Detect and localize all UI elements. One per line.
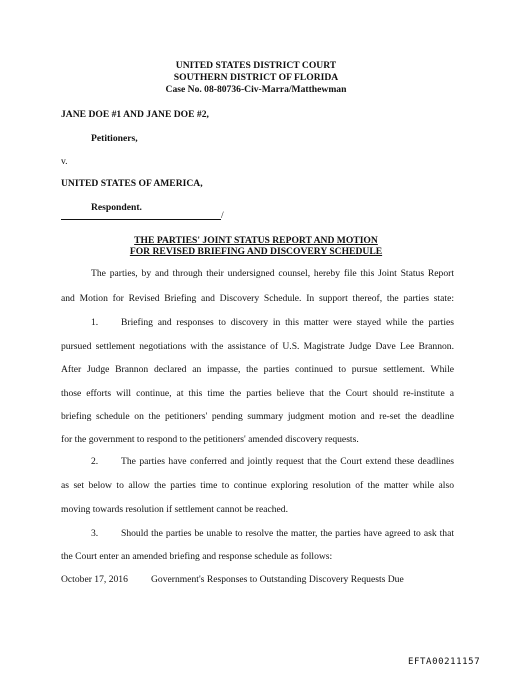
intro-line1: The parties, by and through their undersigned counsel, hereby file this Joint Status Report [91, 268, 454, 279]
para1-line6: for the government to respond to the petitioners' amended discovery requests. [61, 434, 359, 445]
schedule-date: October 17, 2016 [61, 574, 128, 585]
document-title-line2: FOR REVISED BRIEFING AND DISCOVERY SCHEDULE [129, 246, 383, 257]
case-number: Case No. 08-80736-Civ-Marra/Matthewman [165, 84, 347, 95]
para1-line2: pursued settlement negotiations with the assistance of U.S. Magistrate Judge Dave Lee Brannon. [61, 341, 454, 352]
para3-number: 3. [91, 528, 99, 539]
para2-line3: moving towards resolution if settlement cannot be reached. [61, 504, 288, 515]
district-name: SOUTHERN DISTRICT OF FLORIDA [173, 72, 339, 83]
para1-line1: Briefing and responses to discovery in this matter were stayed while the parties [121, 317, 454, 328]
para2-line1: The parties have conferred and jointly request that the Court extend these deadlines [121, 456, 454, 467]
para1-line3: After Judge Brannon declared an impasse, the parties continued to pursue settlement. While [61, 364, 454, 375]
respondent-name: UNITED STATES OF AMERICA, [61, 178, 203, 189]
bates-number: EFTA00211157 [408, 657, 481, 667]
para1-line4: those efforts will continue, at this time the parties believe that the Court should re-institute a [61, 388, 454, 399]
schedule-event: Government's Responses to Outstanding Discovery Requests Due [151, 574, 404, 585]
para1-number: 1. [91, 317, 99, 328]
respondent-role: Respondent. [91, 202, 142, 213]
para3-line1: Should the parties be unable to resolve the matter, the parties have agreed to ask that [121, 528, 454, 539]
para3-line2: the Court enter an amended briefing and response schedule as follows: [61, 551, 333, 562]
petitioners-names: JANE DOE #1 AND JANE DOE #2, [61, 109, 209, 120]
petitioners-role: Petitioners, [91, 133, 138, 144]
document-title-line1: THE PARTIES' JOINT STATUS REPORT AND MOTION [134, 235, 378, 246]
para1-line5: briefing schedule on the petitioners' pending summary judgment motion and re-set the deadline [61, 411, 454, 422]
court-name: UNITED STATES DISTRICT COURT [175, 60, 337, 71]
caption-rule [61, 219, 221, 220]
caption-slash: / [221, 210, 224, 221]
para2-number: 2. [91, 456, 99, 467]
para2-line2: as set below to allow the parties time to continue exploring resolution of the matter while also [61, 480, 454, 491]
versus-label: v. [61, 156, 68, 167]
intro-line2: and Motion for Revised Briefing and Discovery Schedule. In support thereof, the parties state: [61, 293, 454, 304]
